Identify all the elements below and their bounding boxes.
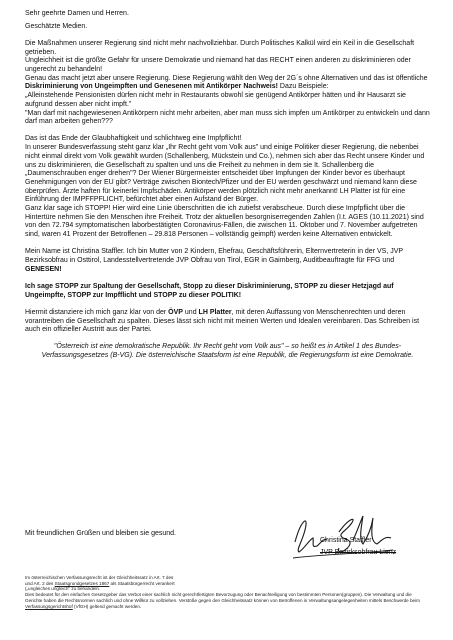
signature-name: Christina Staffler — [320, 537, 372, 544]
paragraph-stop-statement: Ich sage STOPP zur Spaltung der Gesellschaft, Stopp zu dieser Diskriminierung, STOPP zu dieser Hetzjagd auf Ungeimpfte, STOPP zur Impfflicht und STOPP zu dieser POLITIK! — [25, 282, 394, 299]
footnote — [25, 575, 430, 609]
recovered-highlight: GENESEN! — [25, 265, 62, 273]
party-name: ÖVP — [168, 308, 183, 316]
constitution-quote: "Österreich ist eine demokratische Republik. Ihr Recht geht vom Volk aus" – so heißt es in Artikel 1 des Bundes-Verfassungsgesetzes (B-VG). Die österreichische Staatsform ist eine Republik, die Regierungsform ist eine Demokratie. — [41, 343, 414, 359]
paragraph-measures-text: Die Maßnahmen unserer Regierung sind nicht mehr nachvollziehbar. Durch Politisches Kalkül wird ein Keil in die Gesellschaft getrieben. Ungleichheit ist die größte Gefahr für unsere Demokratie und niemand hat das RECHT einen anderen zu diskriminieren oder ungerecht zu behandeln! Genau das macht jetzt aber unsere Regierung. Diese Regierung wählt den Weg der 2G´s ohne Alternativen und das ist öffentliche — [25, 39, 428, 82]
paragraph-distance-text: Hiermit distanziere ich mich ganz klar von der — [25, 308, 169, 316]
paragraph-introduction-text: Mein Name ist Christina Staffler. Ich bin Mutter von 2 Kindern, Ehefrau, Geschäftsführerin, Elternvertreterin in der VS, JVP Bezirksobfrau in Osttirol, Landesstellvertretende JVP Obfrau von Tirol, EGR in Gaimberg, Auditbeauftragte für FFG und — [25, 248, 403, 265]
salutation-media: Geschätzte Medien. — [25, 22, 88, 30]
paragraph-constitution: Das ist das Ende der Glaubhaftigkeit und schlichtweg eine Impfpflicht! In unserer Bundesverfassung steht ganz klar „Ihr Recht geht vom Volk aus" und einige Politiker dieser Regierung, die nebenbei nicht einmal direkt vom Volk gewählt wurden (Schallenberg, Mückstein und Co.), nehmen sich aber das Recht unsere Kinder und uns zu diskriminieren, die Gesellschaft zu spalten und uns die Freiheit zu nehmen in dem sie It. Schallenberg die „Daumenschrauben enger drehen"? Der Wiener Bürgermeister entscheidet über Impfungen der Kinder bevor es überhaupt Genehmigungen von der EU gibt? Verträge zwischen Biontech/Pfizer und der EU werden geschwärzt und niemand kann diese überprüfen. Ärzte haften für keinerlei Impfschäden. Antikörper werden plötzlich nicht mehr anerkannt! LH Platter ist für eine Einführung der IMPFFPFLICHT, befürchtet aber einen Aufstand der Bürger. Ganz klar sage ich STOPP! Hier wird eine Linie überschritten die ich zutiefst verabscheue. Durch diese Impfpflicht über die Hintertüre nehmen Sie den Menschen ihre Freiheit. Trotz der aktuellen besorgniserregenden Zahlen (I.t. AGES (10.11.2021) sind von den 72.794 symptomatischen laborbestätigten Coronavirus-Fällen, die zwischen 11. Oktober und 7. November aufgetreten sind, waren 41 Prozent der Betroffenen – 29.818 Personen – vollständig geimpft) werden keine Alternativen entwickelt. — [25, 135, 425, 239]
footnote-line-1: Im österreichischen Verfassungsrecht ist der Gleichheitssatz in Art. 7 des — [25, 575, 174, 580]
paragraph-introduction — [25, 248, 430, 274]
verfassungsgerichtshof-link[interactable]: Verfassungsgerichtshof — [25, 603, 73, 609]
governor-name: LH Platter — [198, 308, 232, 316]
paragraph-measures — [25, 40, 430, 127]
discrimination-highlight: Diskriminierung von Ungeimpften und Genesenen mit Antikörper Nachweis! — [25, 83, 278, 91]
footnote-line-4-text: Dies bedeutet für den einfachen Gesetzgeber das Verbot einer sachlich nicht gerechtfertigten Bevorzugung oder Benachteiligung von bestimmten Personen(gruppen). Die Verwaltung und die Gerichte haben die Rechtsnormen sachlich und ohne Willkür zu vollziehen. Verstöße gegen den Gleichheitssatz können von Betroffenen in Verwaltungsangelegenheiten mittels Beschwerde beim — [25, 592, 420, 603]
footnote-line-3: („ungleiches ungleich" zu behandeln. — [25, 586, 101, 592]
signature-block — [25, 510, 435, 570]
paragraph-distance-and: und — [182, 308, 199, 316]
footnote-line-4-rest: (VfGH) geltend gemacht werden. — [72, 603, 142, 609]
paragraph-distance-rest: , mit deren Auffassung von Menschenrechten und deren vorantreiben die Gesellschaft zu spalten. Dieses lässt sich nicht mit meinen Werten und Idealen vereinbaren. Das Schreiben ist auch ein offizieller Austritt aus der Partei. — [25, 308, 420, 334]
signature-role: JVP Bezirksobfrau Lienz — [320, 548, 397, 556]
paragraph-distance — [25, 309, 430, 335]
staatsgrundgesetz-link[interactable]: Staatsgrundgesetzes 1867 — [54, 580, 110, 586]
footnote-line-2-text: und Art. 2 des — [25, 580, 55, 586]
salutation: Sehr geehrte Damen und Herren. — [25, 10, 129, 17]
paragraph-examples-text: Dazu Beispiele: „Alleinstehende Pensionisten dürfen nicht mehr in Restaurants obwohl sie genügend Antikörper hätten und ihr Hausarzt sie aufgrund dessen aber nicht impft." "Man darf mit nachgewiesenen Antikörpern nicht mehr arbeiten, aber man muss sich impfen um Antikörper zu entwickeln und dann darf man arbeiten gehen??? — [25, 83, 430, 126]
footnote-line-4 — [25, 592, 430, 609]
closing-greeting: Mit freundlichen Grüßen und bleiben sie gesund. — [25, 530, 176, 537]
letter-body — [25, 10, 430, 360]
signature-name-block — [320, 535, 396, 558]
footnote-line-2-rest: als Staatsbürgerrecht verankert — [109, 580, 175, 586]
